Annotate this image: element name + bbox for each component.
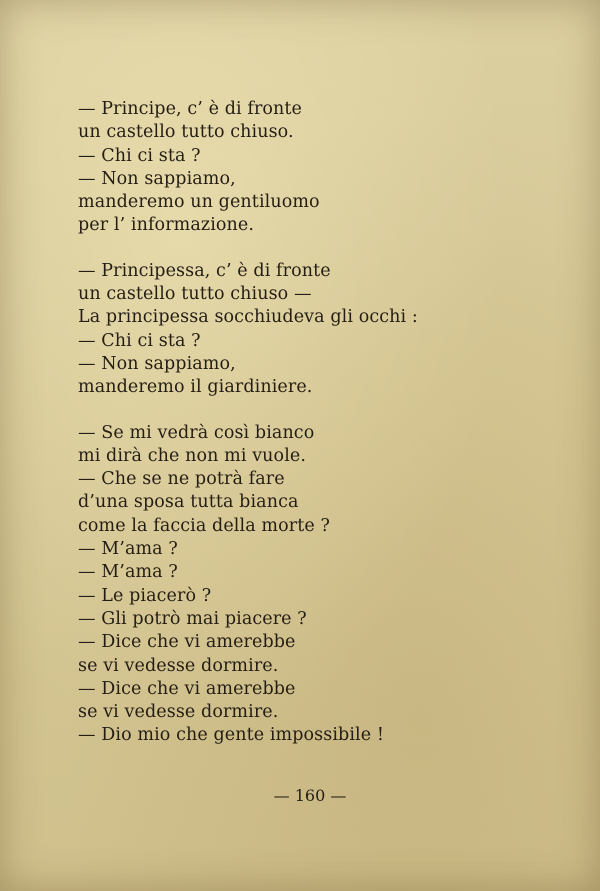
poem-line: un castello tutto chiuso. bbox=[78, 122, 294, 143]
poem-line: La principessa socchiudeva gli occhi : bbox=[78, 307, 418, 328]
poem-line: se vi vedesse dormire. bbox=[78, 655, 279, 676]
poem-line: per l’ informazione. bbox=[78, 215, 255, 236]
poem-line: — Dice che vi amerebbe bbox=[78, 678, 296, 699]
poem-line: — Gli potrò mai piacere ? bbox=[78, 608, 307, 629]
poem-line: — Se mi vedrà così bianco bbox=[78, 422, 315, 443]
stanza-3 bbox=[78, 422, 558, 748]
poem-line: manderemo un gentiluomo bbox=[78, 192, 320, 213]
poem-line: — Dio mio che gente impossibile ! bbox=[78, 725, 384, 746]
poem-line: se vi vedesse dormire. bbox=[78, 702, 279, 723]
poem-line: — Che se ne potrà fare bbox=[78, 469, 285, 490]
poem-line: — Principe, c’ è di fronte bbox=[78, 99, 302, 119]
page-number: — 160 — bbox=[273, 786, 347, 805]
poem-line: — M’ama ? bbox=[78, 539, 178, 560]
poem-line: — Dice che vi amerebbe bbox=[78, 632, 296, 653]
poem-line: — Principessa, c’ è di fronte bbox=[78, 260, 331, 281]
stanza-1 bbox=[78, 98, 558, 238]
poem-line: — Non sappiamo, bbox=[78, 353, 236, 374]
poem-line: mi dirà che non mi vuole. bbox=[78, 445, 307, 466]
poem-line: — Le piacerò ? bbox=[78, 585, 212, 606]
poem-line: — M’ama ? bbox=[78, 562, 178, 583]
stanza-2 bbox=[78, 260, 558, 400]
poem-line: come la faccia della morte ? bbox=[78, 515, 330, 536]
poem-line: d’una sposa tutta bianca bbox=[78, 492, 299, 513]
poem-line: — Chi ci sta ? bbox=[78, 145, 201, 166]
poem-line: — Non sappiamo, bbox=[78, 168, 236, 189]
poem-text bbox=[78, 98, 558, 770]
poem-line: un castello tutto chiuso — bbox=[78, 284, 312, 305]
poem-line: manderemo il giardiniere. bbox=[78, 377, 313, 398]
poem-line: — Chi ci sta ? bbox=[78, 330, 201, 351]
